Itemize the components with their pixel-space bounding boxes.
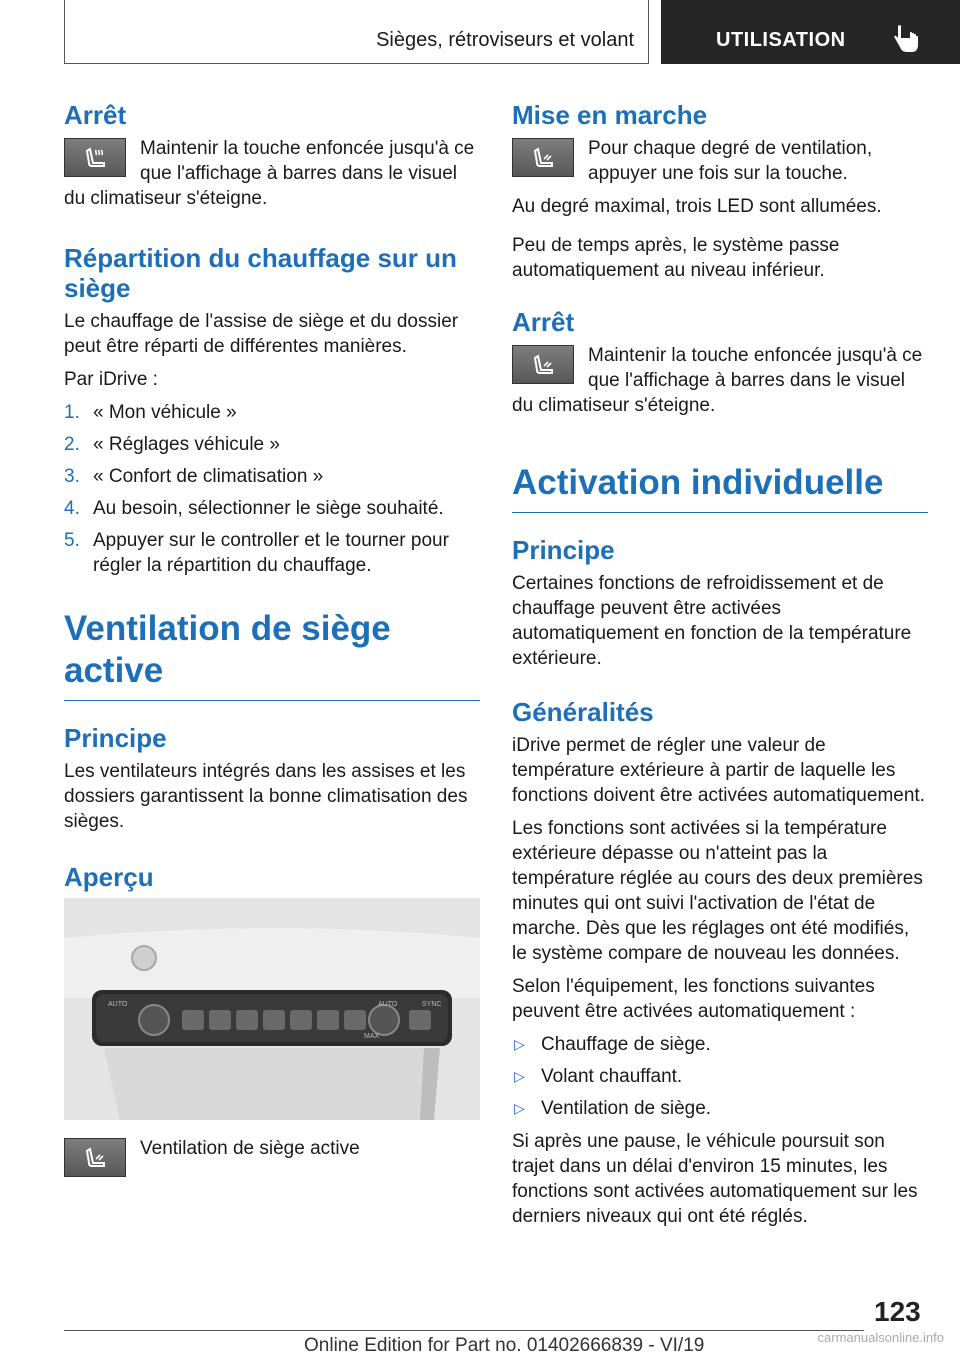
activation-heading: Activation individuelle <box>512 462 928 513</box>
step-text: « Réglages véhicule » <box>93 434 280 455</box>
list-item <box>512 1096 928 1121</box>
par-idrive-text: Par iDrive : <box>64 369 158 390</box>
seat-ventilation-icon <box>530 144 558 172</box>
watermark-text: carmanualsonline.info <box>817 1330 944 1345</box>
right-arret-text: Maintenir la touche enfoncée jusqu'à ce que l'affichage à barres dans le visuel du climatiseur s'éteigne. <box>512 345 923 416</box>
sync-label: SYNC <box>422 1001 442 1008</box>
climate-panel-illustration <box>64 898 480 1120</box>
step-text: « Confort de climatisation » <box>93 466 324 487</box>
list-item <box>512 1064 928 1089</box>
list-item <box>64 496 480 521</box>
page-number: 123 <box>874 1296 921 1327</box>
step-number: 4. <box>64 498 80 519</box>
mise-block <box>512 136 928 186</box>
ventilation-caption: Ventilation de siège active <box>140 1138 360 1159</box>
left-arret-text: Maintenir la touche enfoncée jusqu'à ce que l'affichage à barres dans le visuel du climatiseur s'éteigne. <box>64 138 475 209</box>
footer-edition-text: Online Edition for Part no. 01402666839 - VI/19 <box>304 1335 705 1356</box>
triangle-bullet-icon: ▷ <box>514 1068 525 1084</box>
seat-heating-icon <box>82 144 110 172</box>
list-item <box>64 528 480 578</box>
seat-ventilation-button-icon <box>64 1138 126 1177</box>
max-label: MAX <box>364 1033 380 1040</box>
step-number: 5. <box>64 530 80 551</box>
seat-ventilation-button-icon <box>512 345 574 384</box>
list-item <box>64 400 480 425</box>
step-number: 3. <box>64 466 80 487</box>
step-number: 2. <box>64 434 80 455</box>
list-item <box>64 464 480 489</box>
left-arret-heading: Arrêt <box>64 100 127 130</box>
right-arret-heading: Arrêt <box>512 307 575 337</box>
generalites-text-1: iDrive permet de régler une valeur de température extérieure à partir de laquelle les fonctions doivent être activées automatiquement. <box>512 735 925 806</box>
auto-right-label: AUTO <box>378 1001 398 1008</box>
step-text: Appuyer sur le controller et le tourner pour régler la répartition du chauffage. <box>93 530 449 576</box>
bullet-text: Chauffage de siège. <box>541 1034 711 1055</box>
hand-pointer-icon <box>894 25 920 53</box>
bullet-text: Ventilation de siège. <box>541 1098 712 1119</box>
header-chapter-tab <box>661 0 960 64</box>
ventilation-caption-block <box>64 1136 480 1161</box>
header-section-tab <box>64 0 649 64</box>
right-principe-text: Certaines fonctions de refroidissement et de chauffage peuvent être activées automatiquement en fonction de la température extérieure. <box>512 573 912 669</box>
generalites-text-2: Les fonctions sont activées si la température extérieure dépasse ou n'atteint pas la température réglée au cours des deux premières minutes qui ont suivi l'activation de l'état de marche. Dès que les réglages ont été modifiés, le système compare de nouveau les données. <box>512 818 923 964</box>
list-item <box>64 432 480 457</box>
left-principe-text: Les ventilateurs intégrés dans les assises et les dossiers garantissent la bonne climatisation des sièges. <box>64 761 468 832</box>
ventilation-heading: Ventilation de siège active <box>64 608 480 701</box>
left-principe-heading: Principe <box>64 723 167 753</box>
idrive-steps-list <box>64 400 480 578</box>
bullet-text: Volant chauffant. <box>541 1066 683 1087</box>
seat-heating-button-icon <box>64 138 126 177</box>
triangle-bullet-icon: ▷ <box>514 1036 525 1052</box>
apercu-heading: Aperçu <box>64 862 154 892</box>
auto-left-label: AUTO <box>108 1001 128 1008</box>
right-arret-block <box>512 343 928 418</box>
auto-functions-list <box>512 1032 928 1121</box>
repartition-text: Le chauffage de l'assise de siège et du dossier peut être réparti de différentes manières. <box>64 311 459 357</box>
final-text: Si après une pause, le véhicule poursuit son trajet dans un délai d'environ 15 minutes, les fonctions sont activées automatiquement sur les derniers niveaux qui ont été réglés. <box>512 1131 918 1227</box>
generalites-heading: Généralités <box>512 697 654 727</box>
seat-ventilation-icon <box>82 1144 110 1172</box>
seat-ventilation-button-icon <box>512 138 574 177</box>
mise-en-marche-heading: Mise en marche <box>512 100 708 130</box>
step-number: 1. <box>64 402 80 423</box>
left-column <box>64 100 480 1181</box>
header-section-title: Sièges, rétroviseurs et volant <box>376 29 634 51</box>
mise-text-3: Peu de temps après, le système passe automatiquement au niveau inférieur. <box>512 235 840 281</box>
mise-text-2: Au degré maximal, trois LED sont allumées. <box>512 196 882 217</box>
header-chapter-title: UTILISATION <box>716 29 846 51</box>
step-text: « Mon véhicule » <box>93 402 237 423</box>
left-arret-block <box>64 136 480 211</box>
climate-control-photo <box>64 898 480 1120</box>
right-principe-heading: Principe <box>512 535 615 565</box>
footer-rule <box>64 1330 864 1356</box>
repartition-heading: Répartition du chauffage sur un siège <box>64 243 457 303</box>
generalites-text-3: Selon l'équipement, les fonctions suivantes peuvent être activées automatiquement : <box>512 976 875 1022</box>
mise-text: Pour chaque degré de ventilation, appuyer une fois sur la touche. <box>588 138 873 184</box>
triangle-bullet-icon: ▷ <box>514 1100 525 1116</box>
seat-ventilation-icon <box>530 351 558 379</box>
right-column <box>512 100 928 1237</box>
step-text: Au besoin, sélectionner le siège souhaité. <box>93 498 444 519</box>
list-item <box>512 1032 928 1057</box>
